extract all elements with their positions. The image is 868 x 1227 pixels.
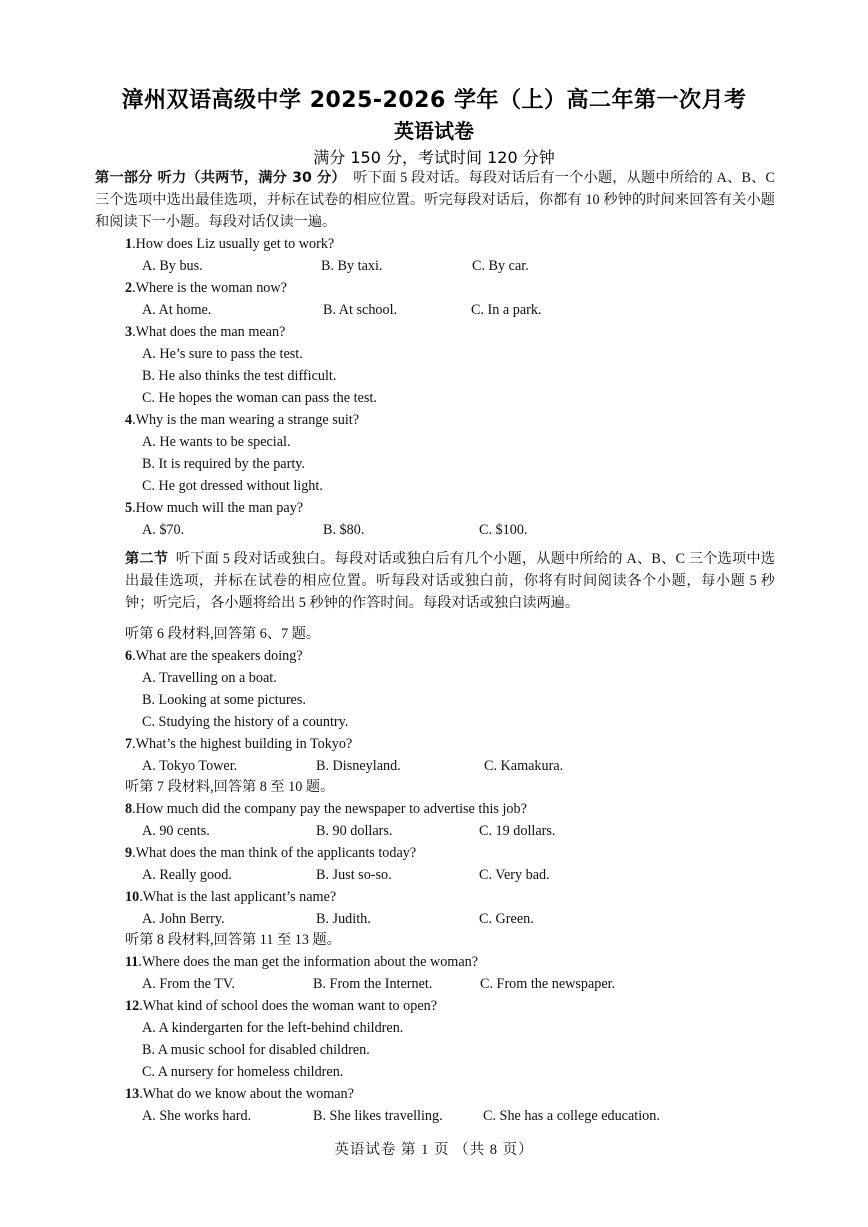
q8-option-a: A. 90 cents. (142, 823, 210, 839)
exam-subtitle: 英语试卷 (394, 119, 474, 143)
q9-option-c: C. Very bad. (479, 867, 550, 883)
question-10: 10.What is the last applicant’s name? (125, 889, 337, 905)
q12-option-c: C. A nursery for homeless children. (142, 1064, 344, 1080)
q2-option-c: C. In a park. (471, 302, 542, 318)
q6-option-a: A. Travelling on a boat. (142, 670, 277, 686)
exam-title: 漳州双语高级中学 2025-2026 学年（上）高二年第一次月考 (121, 88, 747, 113)
page-footer: 英语试卷 第 1 页 （共 8 页） (334, 1142, 534, 1158)
question-11: 11.Where does the man get the information about the woman? (125, 954, 479, 970)
q2-option-a: A. At home. (142, 302, 212, 318)
part1-text: 听下面 5 段对话。每段对话后有一个小题，从题中所给的 A、B、C 三个选项中选出最佳选项，并标在试卷的相应位置。听完每段对话后，你都有 10 秒钟的时间来回答有关小题和阅读下一小题。每段对话仅读一遍。 (95, 170, 775, 230)
q5-option-c: C. $100. (479, 522, 528, 538)
q13-option-c: C. She has a college education. (483, 1108, 660, 1124)
listening-note-7: 听第 7 段材料,回答第 8 至 10 题。 (125, 779, 335, 795)
q6-option-c: C. Studying the history of a country. (142, 714, 349, 730)
q9-option-b: B. Just so-so. (316, 867, 392, 883)
q10-option-b: B. Judith. (316, 911, 371, 927)
question-3: 3.What does the man mean? (125, 324, 286, 340)
listening-note-8: 听第 8 段材料,回答第 11 至 13 题。 (125, 932, 341, 948)
question-1: 1.How does Liz usually get to work? (125, 236, 335, 252)
q5-option-a: A. $70. (142, 522, 185, 538)
question-2: 2.Where is the woman now? (125, 280, 287, 296)
q4-option-b: B. It is required by the party. (142, 456, 305, 472)
question-5: 5.How much will the man pay? (125, 500, 304, 516)
question-7: 7.What’s the highest building in Tokyo? (125, 736, 353, 752)
q1-option-a: A. By bus. (142, 258, 203, 274)
q10-option-c: C. Green. (479, 911, 534, 927)
question-6: 6.What are the speakers doing? (125, 648, 303, 664)
question-8: 8.How much did the company pay the newspaper to advertise this job? (125, 801, 527, 817)
question-4: 4.Why is the man wearing a strange suit? (125, 412, 360, 428)
listening-note-6: 听第 6 段材料,回答第 6、7 题。 (125, 626, 321, 642)
q11-option-a: A. From the TV. (142, 976, 235, 992)
q13-option-a: A. She works hard. (142, 1108, 252, 1124)
question-12: 12.What kind of school does the woman want to open? (125, 998, 438, 1014)
q3-option-a: A. He’s sure to pass the test. (142, 346, 303, 362)
q4-option-c: C. He got dressed without light. (142, 478, 323, 494)
part1-heading: 第一部分 听力（共两节，满分 30 分） (95, 170, 346, 186)
q8-option-b: B. 90 dollars. (316, 823, 393, 839)
q3-option-c: C. He hopes the woman can pass the test. (142, 390, 377, 406)
section2-heading: 第二节 (125, 551, 169, 567)
q7-option-c: C. Kamakura. (484, 758, 564, 774)
question-9: 9.What does the man think of the applicants today? (125, 845, 417, 861)
section2-text: 听下面 5 段对话或独白。每段对话或独白后有几个小题，从题中所给的 A、B、C 三个选项中选出最佳选项，并标在试卷的相应位置。听每段对话或独白前，你将有时间阅读各个小题，每小题 5 秒钟；听完后，各小题将给出 5 秒钟的作答时间。每段对话或独白读两遍。 (125, 551, 775, 611)
q2-option-b: B. At school. (323, 302, 398, 318)
exam-info: 满分 150 分，考试时间 120 分钟 (313, 148, 555, 167)
q3-option-b: B. He also thinks the test difficult. (142, 368, 337, 384)
q9-option-a: A. Really good. (142, 867, 232, 883)
q1-option-b: B. By taxi. (321, 258, 383, 274)
q6-option-b: B. Looking at some pictures. (142, 692, 306, 708)
part1-instructions (95, 168, 775, 233)
q12-option-b: B. A music school for disabled children. (142, 1042, 370, 1058)
q7-option-a: A. Tokyo Tower. (142, 758, 238, 774)
section2-instructions (125, 549, 775, 614)
q12-option-a: A. A kindergarten for the left-behind children. (142, 1020, 404, 1036)
q4-option-a: A. He wants to be special. (142, 434, 291, 450)
q1-option-c: C. By car. (472, 258, 529, 274)
q11-option-c: C. From the newspaper. (480, 976, 616, 992)
question-13: 13.What do we know about the woman? (125, 1086, 354, 1102)
q8-option-c: C. 19 dollars. (479, 823, 556, 839)
q10-option-a: A. John Berry. (142, 911, 225, 927)
q5-option-b: B. $80. (323, 522, 365, 538)
q11-option-b: B. From the Internet. (313, 976, 433, 992)
q13-option-b: B. She likes travelling. (313, 1108, 443, 1124)
q7-option-b: B. Disneyland. (316, 758, 401, 774)
